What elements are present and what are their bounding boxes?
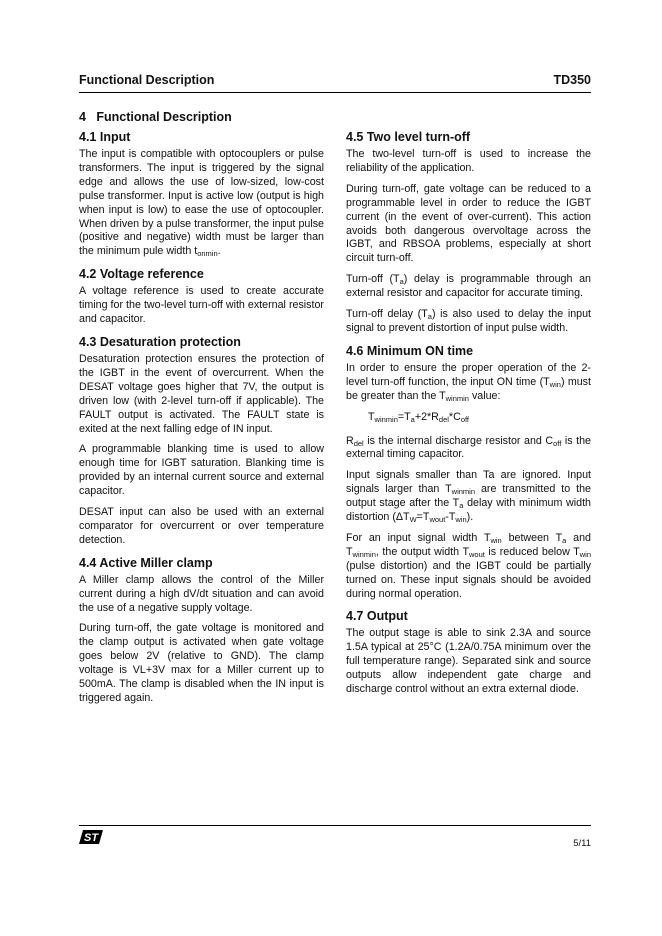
section-4-5 [346,130,591,336]
paragraph: The two-level turn-off is used to increase the reliability of the application. [346,148,591,174]
heading-desaturation: 4.3 Desaturation protection [79,334,241,349]
section-title: Functional Description [96,110,232,124]
formula: $T_{winmin}=T_a+2*R_{del}*C_{off}$ [368,410,470,424]
paragraph: DESAT input can also be used with an external comparator for overcurrent or over temperature detection. [79,506,324,546]
paragraph: A voltage reference is used to create accurate timing for the two-level turn-off with external resistor and capacitor. [79,285,324,326]
svg-text:ST: ST [84,832,99,844]
section-4-3 [79,335,324,548]
paragraph: In order to ensure the proper operation of the 2-level turn-off function, the input ON time $(T_{win})$ must be greater than the $T_{winmin}$ value: [346,361,591,403]
section-4-2 [79,267,324,327]
paragraph: Turn-off $(T_a)$ delay is programmable through an external resistor and capacitor for accurate timing. [346,273,591,300]
heading-miller-clamp: 4.4 Active Miller clamp [79,555,213,570]
section-4-1 [79,130,324,259]
paragraph: A programmable blanking time is used to allow enough time for IGBT saturation. Blanking time is provided by an internal current source and external capacitor. [79,443,324,498]
paragraph: Input signals smaller than Ta are ignored. Input signals larger than $T_{winmin}$ are transmitted to the output stage after the $T_a$ delay with minimum width distortion $(\Delta T_W=T_{wout}-T_{win})$. [346,469,591,525]
heading-input: 4.1 Input [79,130,131,144]
heading-minimum-on-time: 4.6 Minimum ON time [346,343,474,358]
page-number: 5/11 [573,838,591,849]
heading-voltage-reference: 4.2 Voltage reference [79,267,204,282]
heading-output: 4.7 Output [346,609,408,624]
paragraph: During turn-off, the gate voltage is monitored and the clamp output is activated when gate voltage goes below 2V (relative to GND). The clamp voltage is VL+3V max for a Miller current up to 500mA. The clamp is disabled when the IN input is triggered again. [79,622,324,704]
right-column [346,130,591,705]
page-header [79,73,591,87]
header-product: TD350 [553,73,591,87]
paragraph: For an input signal width $T_{win}$ between $T_a$ and $T_{winmin}$, the output width $T_{wout}$ is reduced below $T_{win}$ (pulse distortion) and the IGBT could be partially turned on. These input signals should be avoided during normal operation. [346,531,592,600]
section-4-4 [79,556,324,706]
footer-rule [79,825,591,826]
section-4-6 [346,344,591,602]
left-column [79,130,324,714]
paragraph: The input is compatible with optocouplers or pulse transformers. The input is triggered by the signal edge and allows the use of low-sized, low-cost pulse transformer. Input is active low (output is high when input is low) to ease the use of optocoupler. When driven by a pulse transformer, the input pulse (positive and negative) width must be larger than the minimum pule width $t_{onmin}$. [79,148,324,259]
paragraph: $R_{del}$ is the internal discharge resistor and $C_{off}$ is the external timing capacitor. [346,434,591,461]
paragraph: A Miller clamp allows the control of the Miller current during a high dV/dt situation and can avoid the use of a negative supply voltage. [79,573,324,614]
paragraph: The output stage is able to sink 2.3A and source 1.5A typical at 25°C (1.2A/0.75A minimum over the full temperature range). Separated sink and source outputs allow independent gate charge and discharge control without an extra external diode. [346,627,591,696]
heading-two-level-turn-off: 4.5 Two level turn-off [346,130,471,144]
paragraph: During turn-off, gate voltage can be reduced to a programmable level in order to reduce the IGBT current (in the event of over-current). This action avoids both dangerous overvoltage across the IGBT, and RBSOA problems, especially at short circuit turn-off. [346,182,591,265]
section-number: 4 [79,110,86,124]
section-heading [79,110,232,124]
paragraph: Turn-off delay $(T_a)$ is also used to delay the input signal to prevent distortion of input pulse width. [346,308,592,334]
header-title: Functional Description [79,73,215,87]
st-logo-icon [79,830,103,844]
header-rule [79,92,591,93]
section-4-7 [346,609,591,697]
paragraph: Desaturation protection ensures the protection of the IGBT in the event of overcurrent. When the DESAT voltage goes higher that 7V, the output is driven low (with 2-level turn-off if applicable). The FAULT output is activated. The FAULT state is exited at the next falling edge of IN input. [79,352,324,435]
